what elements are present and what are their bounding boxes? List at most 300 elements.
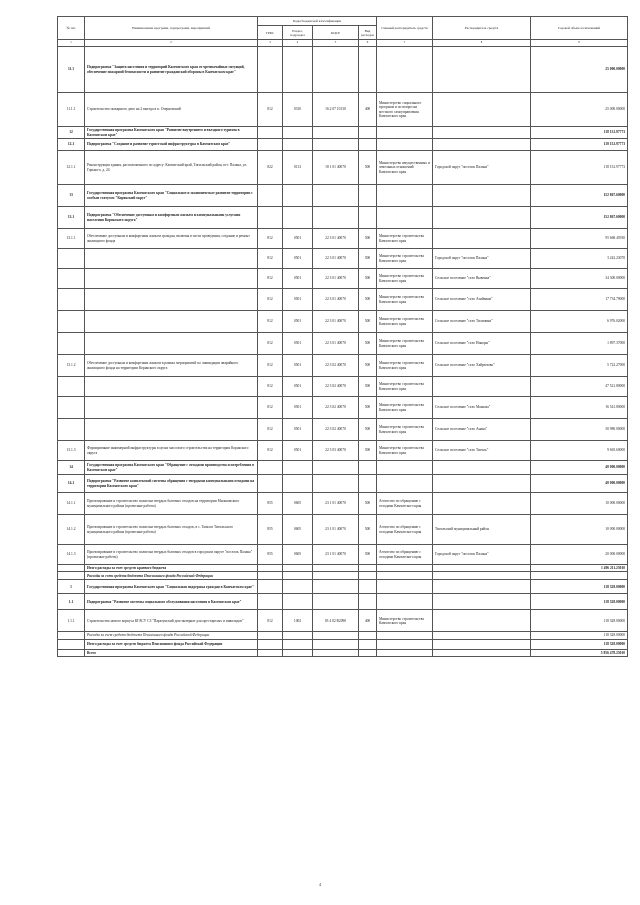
cell-razdel: 0501 xyxy=(283,397,313,419)
cell-kcsr: 16 2 07 10130 xyxy=(313,93,359,127)
cell-name xyxy=(85,289,258,311)
table-row xyxy=(58,610,628,632)
cell-grbs xyxy=(258,207,283,229)
table-row xyxy=(58,207,628,229)
cell-admin xyxy=(377,572,433,580)
cell-name: Реконструкция здания, расположенного по адресу: Камчатский край, Тигильский район, пгт. Палана, ул. Горького, д. 24 xyxy=(85,151,258,185)
cell-no xyxy=(58,333,85,355)
cell-admin: Министерство строительства Камчатского края xyxy=(377,333,433,355)
cell-admin xyxy=(377,475,433,493)
cell-grbs xyxy=(258,475,283,493)
cell-name: Проектирование и строительство полигона твердых бытовых отходов на территории Мильковского муниципального района (проектные работы) xyxy=(85,493,258,515)
cell-no xyxy=(58,249,85,269)
header-recipient: Распорядитель средств xyxy=(433,17,531,40)
cell-kcsr: 22 3 01 40070 xyxy=(313,229,359,249)
table-row xyxy=(58,565,628,572)
cell-admin: Министерство строительства Камчатского края xyxy=(377,419,433,441)
cell-kcsr: 23 1 01 40070 xyxy=(313,515,359,545)
cell-grbs: 812 xyxy=(258,377,283,397)
cell-recipient xyxy=(433,580,531,594)
cell-recipient: Тигильский муниципальный район xyxy=(433,515,531,545)
cell-admin: Министерство строительства Камчатского края xyxy=(377,269,433,289)
cell-recipient: Сельское поселение "село Тигиль" xyxy=(433,441,531,461)
cell-admin xyxy=(377,185,433,207)
table-row xyxy=(58,269,628,289)
cell-name: Государственная программа Камчатского края "Развитие внутреннего и въездного туризма в Камчатском крае" xyxy=(85,127,258,139)
cell-no: 13.1.2 xyxy=(58,355,85,377)
cell-recipient: Сельское поселение "село Анана" xyxy=(433,419,531,441)
table-row xyxy=(58,127,628,139)
cell-recipient xyxy=(433,377,531,397)
cell-admin xyxy=(377,594,433,610)
cell-recipient xyxy=(433,475,531,493)
cell-no xyxy=(58,311,85,333)
cell-vid: 500 xyxy=(359,355,377,377)
cell-name: Проектирование и строительство полигона твердых бытовых отходов в городском округе "поселок Палана" (проектные работы) xyxy=(85,545,258,565)
cell-no: 12 xyxy=(58,127,85,139)
cell-kcsr xyxy=(313,632,359,639)
cell-razdel: 0113 xyxy=(283,151,313,185)
cell-grbs: 812 xyxy=(258,249,283,269)
cell-no xyxy=(58,289,85,311)
cell-total: 3 242.23070 xyxy=(531,249,628,269)
table-row xyxy=(58,419,628,441)
cell-kcsr: 22 3 01 40070 xyxy=(313,333,359,355)
cell-total: 25 000.00000 xyxy=(531,93,628,127)
cell-vid xyxy=(359,565,377,572)
cell-razdel: 0501 xyxy=(283,249,313,269)
cell-grbs xyxy=(258,580,283,594)
table-row xyxy=(58,47,628,93)
cell-kcsr xyxy=(313,639,359,649)
cell-total: 1 496 211.25010 xyxy=(531,565,628,572)
cell-razdel xyxy=(283,127,313,139)
cell-no: 1 xyxy=(58,580,85,594)
cell-admin xyxy=(377,649,433,656)
cell-razdel: 0310 xyxy=(283,93,313,127)
cell-grbs xyxy=(258,139,283,151)
cell-total: 118 328.00000 xyxy=(531,610,628,632)
cell-admin: Министерство строительства Камчатского края xyxy=(377,377,433,397)
cell-no: 14.1.1 xyxy=(58,493,85,515)
index-cell: 1 xyxy=(58,40,85,47)
index-cell: 6 xyxy=(359,40,377,47)
table-row xyxy=(58,493,628,515)
table-row xyxy=(58,151,628,185)
table-row xyxy=(58,594,628,610)
cell-total: 34 300.00000 xyxy=(531,269,628,289)
cell-vid xyxy=(359,185,377,207)
cell-name xyxy=(85,397,258,419)
cell-recipient xyxy=(433,207,531,229)
cell-total: 30 980.00000 xyxy=(531,419,628,441)
cell-kcsr: 03 4 02 R2090 xyxy=(313,610,359,632)
cell-total: 40 000.00000 xyxy=(531,461,628,475)
cell-vid: 500 xyxy=(359,289,377,311)
table-row xyxy=(58,639,628,649)
cell-admin xyxy=(377,127,433,139)
header-name: Наименование программ, подпрограмм, мероприятий xyxy=(85,17,258,40)
cell-recipient xyxy=(433,639,531,649)
cell-name: Государственная программа Камчатского края "Социальное и экономическое развитие территории с особым статусом "Корякский округ" xyxy=(85,185,258,207)
page-number: 4 xyxy=(319,882,321,887)
cell-grbs xyxy=(258,185,283,207)
table-row xyxy=(58,545,628,565)
cell-name: Обеспечение доступным и комфортным жильем в рамках мероприятий по ликвидации аварийного жилищного фонда на территории Корякского округа xyxy=(85,355,258,377)
cell-vid: 500 xyxy=(359,269,377,289)
cell-recipient xyxy=(433,93,531,127)
header-vid: Вид расходов xyxy=(359,26,377,40)
cell-kcsr xyxy=(313,594,359,610)
cell-total: 152 867.60000 xyxy=(531,207,628,229)
header-kcsr: КЦСР xyxy=(313,26,359,40)
cell-vid: 500 xyxy=(359,333,377,355)
cell-razdel xyxy=(283,207,313,229)
cell-razdel: 0501 xyxy=(283,333,313,355)
cell-admin xyxy=(377,139,433,151)
cell-kcsr: 22 3 01 40070 xyxy=(313,289,359,311)
cell-total: 47 521.80000 xyxy=(531,377,628,397)
cell-grbs xyxy=(258,47,283,93)
cell-grbs xyxy=(258,632,283,639)
cell-admin xyxy=(377,565,433,572)
cell-kcsr xyxy=(313,207,359,229)
cell-grbs xyxy=(258,565,283,572)
cell-grbs xyxy=(258,461,283,475)
table-row xyxy=(58,289,628,311)
index-cell: 3 xyxy=(258,40,283,47)
cell-recipient: Сельское поселение "село Тиличики" xyxy=(433,311,531,333)
table-row xyxy=(58,461,628,475)
cell-total: 118 328.00000 xyxy=(531,580,628,594)
cell-kcsr xyxy=(313,572,359,580)
cell-recipient: Городской округ "поселок Палана" xyxy=(433,545,531,565)
cell-total: 40 000.00000 xyxy=(531,475,628,493)
cell-grbs xyxy=(258,639,283,649)
cell-name: Строительство нового корпуса КГАСУ СЗ "Паратунский дом-интернат для престарелых и инвалидов" xyxy=(85,610,258,632)
cell-kcsr: 22 3 01 40070 xyxy=(313,269,359,289)
cell-no xyxy=(58,565,85,572)
cell-razdel: 0605 xyxy=(283,545,313,565)
cell-total: 152 867.60000 xyxy=(531,185,628,207)
cell-admin: Министерство строительства Камчатского края xyxy=(377,397,433,419)
cell-grbs: 822 xyxy=(258,151,283,185)
cell-total: 9 665.60000 xyxy=(531,441,628,461)
cell-total: 118 328.00000 xyxy=(531,594,628,610)
cell-grbs xyxy=(258,572,283,580)
cell-vid xyxy=(359,461,377,475)
table-row xyxy=(58,572,628,580)
cell-no xyxy=(58,377,85,397)
table-row xyxy=(58,229,628,249)
cell-grbs: 812 xyxy=(258,229,283,249)
cell-vid xyxy=(359,47,377,93)
cell-vid: 500 xyxy=(359,493,377,515)
cell-vid: 500 xyxy=(359,419,377,441)
cell-vid: 500 xyxy=(359,249,377,269)
cell-name xyxy=(85,249,258,269)
table-row xyxy=(58,139,628,151)
cell-no xyxy=(58,269,85,289)
cell-no: 11.1 xyxy=(58,47,85,93)
cell-vid: 500 xyxy=(359,311,377,333)
cell-total: 10 000.00000 xyxy=(531,493,628,515)
cell-no xyxy=(58,632,85,639)
table-row xyxy=(58,377,628,397)
cell-kcsr xyxy=(313,127,359,139)
cell-admin xyxy=(377,580,433,594)
header-no: № п/п xyxy=(58,17,85,40)
cell-grbs: 812 xyxy=(258,289,283,311)
cell-grbs: 812 xyxy=(258,397,283,419)
cell-name: Формирование инженерной инфраструктуры в целях массового строительства на территории Корякского округа xyxy=(85,441,258,461)
cell-grbs: 812 xyxy=(258,419,283,441)
cell-no: 1.1.1 xyxy=(58,610,85,632)
cell-vid xyxy=(359,139,377,151)
cell-admin: Министерство строительства Камчатского края xyxy=(377,249,433,269)
cell-no: 13.1.3 xyxy=(58,441,85,461)
index-cell: 4 xyxy=(283,40,313,47)
cell-recipient: Городской округ "поселок Палана" xyxy=(433,151,531,185)
cell-recipient xyxy=(433,139,531,151)
cell-kcsr: 22 3 02 40070 xyxy=(313,355,359,377)
table-row xyxy=(58,355,628,377)
cell-no xyxy=(58,397,85,419)
cell-vid: 500 xyxy=(359,441,377,461)
cell-grbs: 812 xyxy=(258,269,283,289)
cell-total: 118 152.97773 xyxy=(531,127,628,139)
cell-vid: 500 xyxy=(359,515,377,545)
cell-total: 20 000.00000 xyxy=(531,545,628,565)
cell-razdel xyxy=(283,632,313,639)
cell-admin: Министерство социального программ и по вопросам местного самоуправления Камчатского края xyxy=(377,93,433,127)
cell-vid xyxy=(359,594,377,610)
index-cell: 8 xyxy=(433,40,531,47)
cell-name: Расходы за счет средств бюджета Пенсионного фонда Российской Федерации xyxy=(85,572,258,580)
cell-total: 118 152.97773 xyxy=(531,151,628,185)
cell-razdel xyxy=(283,565,313,572)
table-row xyxy=(58,649,628,656)
cell-grbs: 812 xyxy=(258,441,283,461)
cell-no: 14 xyxy=(58,461,85,475)
cell-name: Подпрограмма "Развитие системы социального обслуживания населения в Камчатском крае" xyxy=(85,594,258,610)
cell-grbs: 855 xyxy=(258,515,283,545)
cell-razdel xyxy=(283,475,313,493)
cell-recipient xyxy=(433,572,531,580)
cell-no: 13.1 xyxy=(58,207,85,229)
cell-razdel: 0501 xyxy=(283,355,313,377)
cell-name xyxy=(85,269,258,289)
cell-vid xyxy=(359,639,377,649)
cell-total: 95 668.45930 xyxy=(531,229,628,249)
cell-razdel xyxy=(283,139,313,151)
cell-razdel xyxy=(283,594,313,610)
cell-grbs xyxy=(258,594,283,610)
cell-razdel: 1002 xyxy=(283,610,313,632)
cell-vid: 500 xyxy=(359,151,377,185)
cell-vid: 400 xyxy=(359,610,377,632)
cell-recipient: Сельское поселение "село Ачайваям" xyxy=(433,289,531,311)
cell-name: Обеспечение доступным и комфортным жильем граждан, включая в части проведения, создание и ремонт жилищного фонда xyxy=(85,229,258,249)
cell-razdel: 0605 xyxy=(283,493,313,515)
cell-no: 14.1.2 xyxy=(58,515,85,545)
cell-razdel: 0605 xyxy=(283,515,313,545)
cell-razdel xyxy=(283,580,313,594)
index-cell: 9 xyxy=(531,40,628,47)
cell-kcsr: 22 3 01 40070 xyxy=(313,311,359,333)
cell-vid xyxy=(359,475,377,493)
cell-no: 11.1.1 xyxy=(58,93,85,127)
cell-kcsr xyxy=(313,580,359,594)
cell-razdel: 0501 xyxy=(283,229,313,249)
table-body xyxy=(58,47,628,657)
cell-admin xyxy=(377,47,433,93)
cell-kcsr: 18 1 01 40070 xyxy=(313,151,359,185)
cell-name: Расходы за счет средств бюджета Пенсионного фонда Российской Федерации xyxy=(85,632,258,639)
cell-razdel xyxy=(283,461,313,475)
cell-kcsr: 23 1 01 40070 xyxy=(313,493,359,515)
cell-total: 25 000.00000 xyxy=(531,47,628,93)
cell-kcsr xyxy=(313,185,359,207)
cell-no: 14.1.3 xyxy=(58,545,85,565)
cell-kcsr: 22 3 02 40070 xyxy=(313,377,359,397)
table-row xyxy=(58,580,628,594)
cell-admin: Агентство по обращению с отходами Камчатского края xyxy=(377,545,433,565)
cell-admin: Агентство по обращению с отходами Камчатского края xyxy=(377,493,433,515)
table-row xyxy=(58,333,628,355)
cell-total: 16 541.80000 xyxy=(531,397,628,419)
cell-name: Строительство пожарного депо на 2 выезда в п. Озерновский xyxy=(85,93,258,127)
cell-razdel xyxy=(283,639,313,649)
cell-admin: Министерство имущественных и земельных отношений Камчатского края xyxy=(377,151,433,185)
cell-name xyxy=(85,311,258,333)
cell-vid: 400 xyxy=(359,93,377,127)
cell-grbs: 812 xyxy=(258,93,283,127)
cell-razdel: 0501 xyxy=(283,441,313,461)
cell-recipient xyxy=(433,47,531,93)
cell-name: Всего xyxy=(85,649,258,656)
cell-vid: 500 xyxy=(359,377,377,397)
cell-admin xyxy=(377,639,433,649)
cell-vid: 500 xyxy=(359,229,377,249)
cell-kcsr xyxy=(313,47,359,93)
cell-no xyxy=(58,572,85,580)
cell-admin xyxy=(377,632,433,639)
cell-recipient: Сельское поселение "село Манилы" xyxy=(433,397,531,419)
cell-grbs: 812 xyxy=(258,355,283,377)
cell-admin: Министерство строительства Камчатского края xyxy=(377,610,433,632)
cell-no: 12.1 xyxy=(58,139,85,151)
cell-recipient xyxy=(433,565,531,572)
cell-total: 1 897.37000 xyxy=(531,333,628,355)
cell-no: 13.1.1 xyxy=(58,229,85,249)
header-admin: Главный распорядитель средств xyxy=(377,17,433,40)
cell-recipient: Сельское поселение "село Никоры" xyxy=(433,333,531,355)
header-total: Годовой объем ассигнований xyxy=(531,17,628,40)
table-row xyxy=(58,311,628,333)
cell-razdel: 0501 xyxy=(283,289,313,311)
cell-name: Подпрограмма "Обеспечение доступным и комфортным жильем и коммунальными услугами населения Корякского округа" xyxy=(85,207,258,229)
header-grbs: ГРБС xyxy=(258,26,283,40)
cell-recipient xyxy=(433,493,531,515)
cell-total: 118 328.00000 xyxy=(531,639,628,649)
cell-total: 118 152.97773 xyxy=(531,139,628,151)
cell-grbs: 812 xyxy=(258,311,283,333)
cell-name: Проектирование и строительство полигона твердых бытовых отходов, в с. Тымлат Тигильского муниципального района (проектные работы) xyxy=(85,515,258,545)
cell-razdel: 0501 xyxy=(283,269,313,289)
cell-recipient xyxy=(433,610,531,632)
cell-no: 13 xyxy=(58,185,85,207)
cell-name: Подпрограмма "Создание и развитие туристской инфраструктуры в Камчатском крае" xyxy=(85,139,258,151)
cell-vid xyxy=(359,572,377,580)
table-row xyxy=(58,397,628,419)
cell-name: Государственная программа Камчатского края "Обращение с отходами производства и потребления в Камчатском крае" xyxy=(85,461,258,475)
cell-kcsr: 22 3 02 40070 xyxy=(313,397,359,419)
cell-razdel xyxy=(283,649,313,656)
cell-name: Итого расходы за счет средств бюджета Пенсионного фонда Российской Федерации xyxy=(85,639,258,649)
cell-recipient xyxy=(433,649,531,656)
cell-razdel: 0501 xyxy=(283,311,313,333)
cell-name xyxy=(85,333,258,355)
cell-grbs: 812 xyxy=(258,610,283,632)
table-row xyxy=(58,185,628,207)
table-row xyxy=(58,475,628,493)
cell-kcsr xyxy=(313,565,359,572)
cell-vid xyxy=(359,127,377,139)
cell-razdel xyxy=(283,47,313,93)
cell-total: 6 976.02000 xyxy=(531,311,628,333)
cell-vid xyxy=(359,632,377,639)
cell-kcsr xyxy=(313,649,359,656)
cell-total: 118 328.00000 xyxy=(531,632,628,639)
cell-razdel xyxy=(283,572,313,580)
document-page xyxy=(57,16,627,657)
cell-total: 5 856 478.25010 xyxy=(531,649,628,656)
table-row xyxy=(58,93,628,127)
cell-name: Подпрограмма "Развитие комплексной системы обращения с твердыми коммунальными отходами на территории Камчатского края" xyxy=(85,475,258,493)
cell-recipient: Городской округ "поселок Палана" xyxy=(433,249,531,269)
cell-admin xyxy=(377,207,433,229)
cell-vid: 500 xyxy=(359,545,377,565)
cell-grbs xyxy=(258,649,283,656)
cell-total: 5 722.27000 xyxy=(531,355,628,377)
cell-razdel: 0501 xyxy=(283,377,313,397)
cell-no xyxy=(58,639,85,649)
cell-name xyxy=(85,419,258,441)
cell-vid xyxy=(359,207,377,229)
cell-kcsr: 22 3 02 40070 xyxy=(313,419,359,441)
cell-no: 1.1 xyxy=(58,594,85,610)
cell-vid xyxy=(359,580,377,594)
index-cell: 7 xyxy=(377,40,433,47)
cell-no: 12.1.1 xyxy=(58,151,85,185)
cell-admin: Министерство строительства Камчатского края xyxy=(377,355,433,377)
cell-recipient xyxy=(433,229,531,249)
cell-kcsr: 22 3 03 40070 xyxy=(313,441,359,461)
cell-admin xyxy=(377,461,433,475)
index-cell: 5 xyxy=(313,40,359,47)
cell-name: Государственная программа Камчатского края "Социальная поддержка граждан в Камчатском крае" xyxy=(85,580,258,594)
cell-name: Подпрограмма "Защита населения и территорий Камчатского края от чрезвычайных ситуаций, обеспечение пожарной безопасности и развитие гражданской обороны в Камчатском крае" xyxy=(85,47,258,93)
cell-kcsr xyxy=(313,475,359,493)
cell-no xyxy=(58,649,85,656)
cell-vid: 500 xyxy=(359,397,377,419)
table-row xyxy=(58,515,628,545)
cell-recipient xyxy=(433,127,531,139)
cell-grbs xyxy=(258,127,283,139)
index-row xyxy=(58,40,628,47)
cell-name xyxy=(85,377,258,397)
